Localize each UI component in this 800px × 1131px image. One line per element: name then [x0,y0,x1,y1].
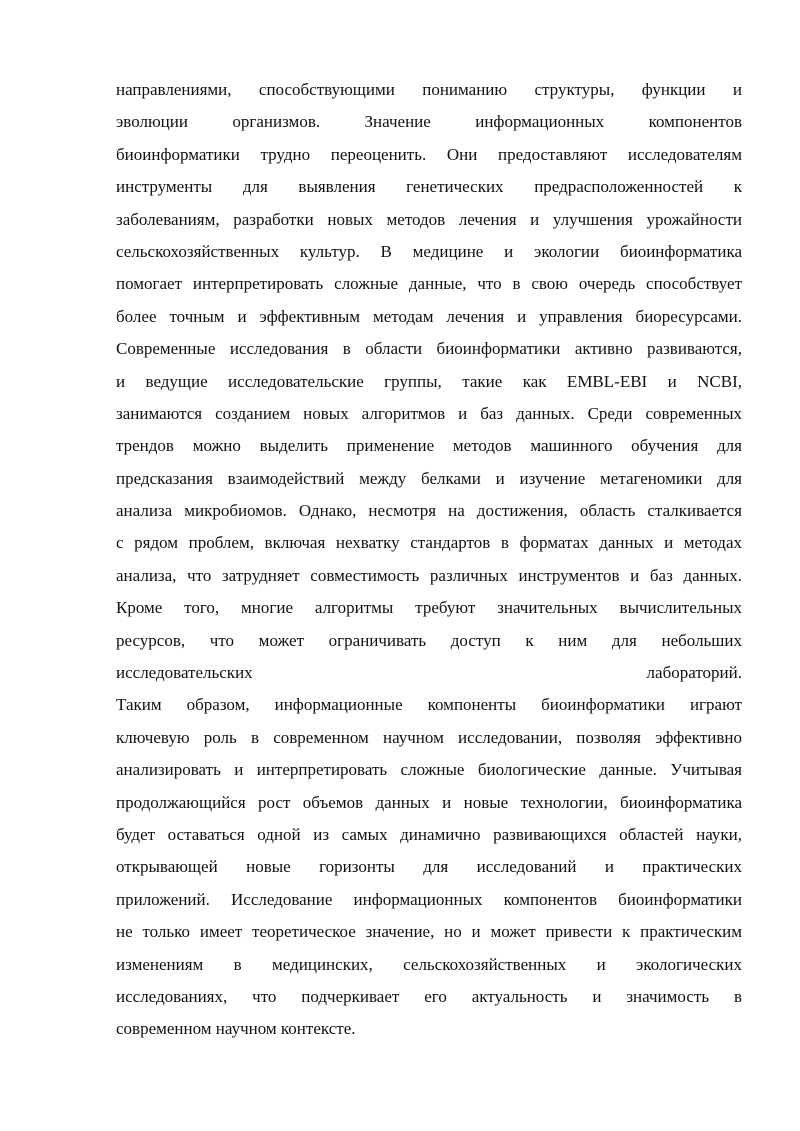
body-text [116,74,742,1046]
text-line: инструменты для выявления генетических предрасположенностей к [116,177,742,197]
text-line: Кроме того, многие алгоритмы требуют значительных вычислительных [116,598,742,618]
text-line: более точным и эффективным методам лечения и управления биоресурсами. [116,306,742,326]
text-line: будет оставаться одной из самых динамично развивающихся областей науки, [116,824,742,844]
text-line: исследовательских лабораторий. [116,663,742,683]
text-line: помогает интерпретировать сложные данные, что в свою очередь способствует [116,274,742,294]
text-line: с рядом проблем, включая нехватку стандартов в форматах данных и методах [116,533,742,553]
text-line: исследованиях, что подчеркивает его актуальность и значимость в [116,986,742,1006]
text-line: предсказания взаимодействий между белками и изучение метагеномики для [116,468,742,488]
text-line: изменениям в медицинских, сельскохозяйственных и экологических [116,954,742,974]
text-line: ключевую роль в современном научном исследовании, позволяя эффективно [116,727,742,747]
text-line: Таким образом, информационные компоненты биоинформатики играют [116,695,742,715]
text-line: трендов можно выделить применение методов машинного обучения для [116,436,742,456]
text-line: анализировать и интерпретировать сложные биологические данные. Учитывая [116,760,742,780]
text-line: открывающей новые горизонты для исследований и практических [116,857,742,877]
text-line: приложений. Исследование информационных компонентов биоинформатики [116,889,742,909]
text-line: анализа, что затрудняет совместимость различных инструментов и баз данных. [116,565,742,585]
text-line: сельскохозяйственных культур. В медицине и экологии биоинформатика [116,241,742,261]
text-line: продолжающийся рост объемов данных и новые технологии, биоинформатика [116,792,742,812]
text-line: занимаются созданием новых алгоритмов и баз данных. Среди современных [116,403,742,423]
text-line: биоинформатики трудно переоценить. Они предоставляют исследователям [116,144,742,164]
text-line: эволюции организмов. Значение информационных компонентов [116,112,742,132]
text-line: заболеваниям, разработки новых методов лечения и улучшения урожайности [116,209,742,229]
text-line: современном научном контексте. [116,1019,356,1039]
text-line: Современные исследования в области биоинформатики активно развиваются, [116,339,742,359]
text-line: направлениями, способствующими пониманию структуры, функции и [116,80,742,99]
text-line: анализа микробиомов. Однако, несмотря на достижения, область сталкивается [116,501,742,521]
text-line: не только имеет теоретическое значение, но и может привести к практическим [116,922,742,942]
text-line: ресурсов, что может ограничивать доступ к ним для небольших [116,630,742,650]
text-line: и ведущие исследовательские группы, такие как EMBL-EBI и NCBI, [116,371,742,391]
